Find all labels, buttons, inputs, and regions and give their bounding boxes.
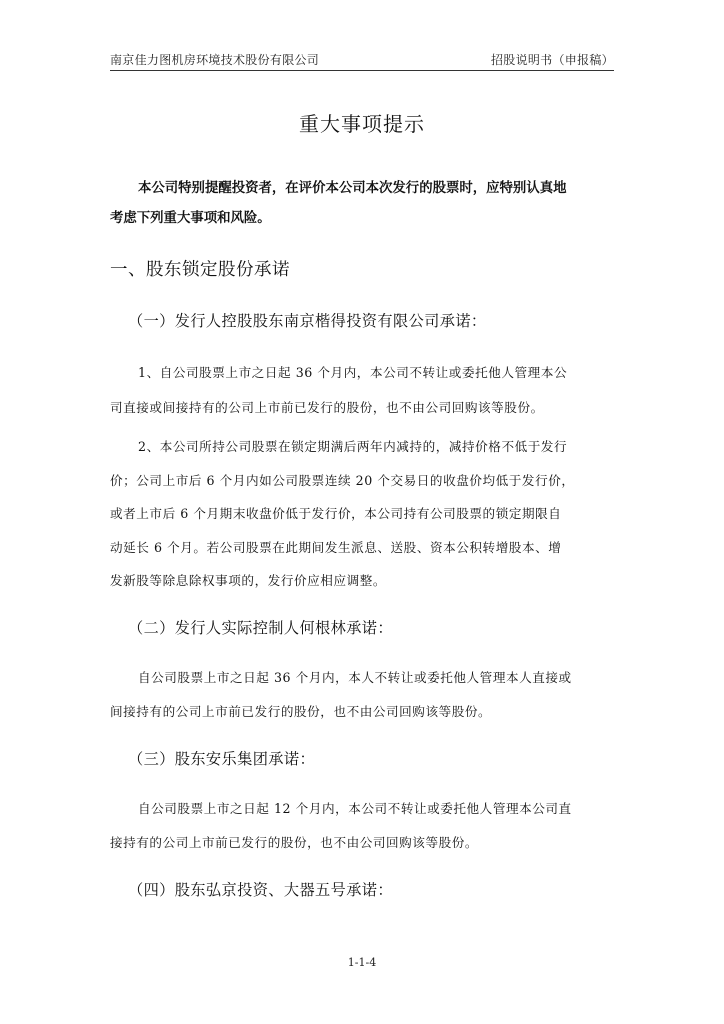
- page-title: 重大事项提示: [299, 112, 425, 136]
- subsection-heading: （二）发行人实际控制人何根林承诺：: [128, 619, 393, 637]
- body-line: 发新股等除息除权事项的，发行价应相应调整。: [110, 573, 387, 588]
- body-line: 1、自公司股票上市之日起 36 个月内，本公司不转让或委托他人管理本公: [138, 365, 568, 380]
- body-line: 价；公司上市后 6 个月内如公司股票连续 20 个交易日的收盘价均低于发行价，: [110, 473, 575, 488]
- subsection-heading: （一）发行人控股股东南京楷得投资有限公司承诺：: [128, 312, 487, 330]
- intro-line: 考虑下列重大事项和风险。: [110, 211, 271, 226]
- section-heading: 一、股东锁定股份承诺: [110, 260, 290, 280]
- body-line: 接持有的公司上市前已发行的股份，也不由公司回购该等股份。: [110, 835, 479, 850]
- body-line: 自公司股票上市之日起 12 个月内，本公司不转让或委托他人管理本公司直: [138, 801, 572, 816]
- body-line: 动延长 6 个月。若公司股票在此期间发生派息、送股、资本公积转增股本、增: [110, 540, 562, 555]
- body-line: 自公司股票上市之日起 36 个月内，本人不转让或委托他人管理本人直接或: [138, 670, 572, 685]
- body-line: 或者上市后 6 个月期末收盘价低于发行价，本公司持有公司股票的锁定期限自: [110, 506, 562, 521]
- intro-line: 本公司特别提醒投资者，在评价本公司本次发行的股票时，应特别认真地: [138, 181, 567, 196]
- body-line: 司直接或间接持有的公司上市前已发行的股份，也不由公司回购该等股份。: [110, 400, 544, 415]
- body-line: 2、本公司所持公司股票在锁定期满后两年内减持的，减持价格不低于发行: [138, 439, 568, 454]
- subsection-heading: （四）股东弘京投资、大器五号承诺：: [128, 881, 393, 899]
- page-number: 1-1-4: [347, 956, 377, 969]
- body-line: 间接持有的公司上市前已发行的股份，也不由公司回购该等股份。: [110, 704, 492, 719]
- subsection-heading: （三）股东安乐集团承诺：: [128, 750, 316, 768]
- page-header: [110, 48, 614, 71]
- header-doc-type: 招股说明书（申报稿）: [490, 53, 614, 67]
- header-company: 南京佳力图机房环境技术股份有限公司: [110, 53, 320, 67]
